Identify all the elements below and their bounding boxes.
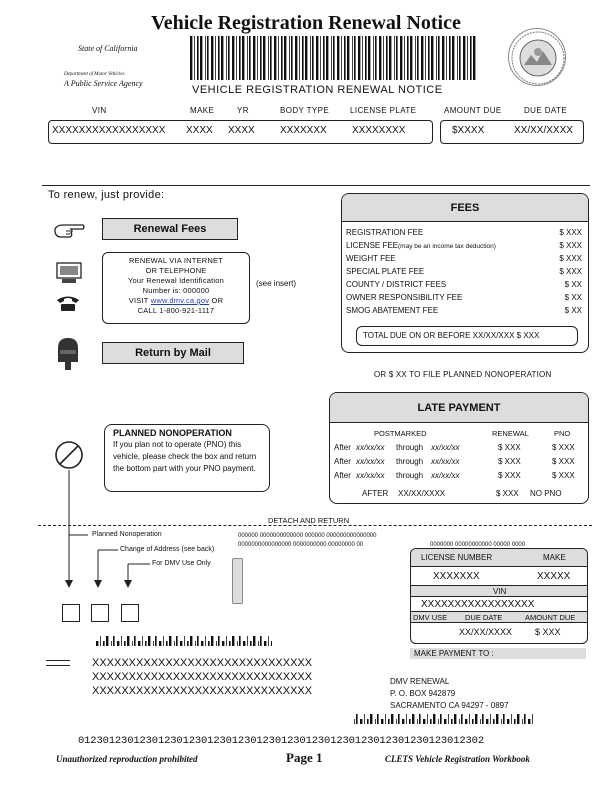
pno-header: PNO	[554, 429, 571, 438]
stub-vin-header: VIN	[493, 587, 507, 596]
code-right-1: 0000000 00000000000 00000 0000	[430, 542, 526, 548]
pno-text: If you plan not to operate (PNO) this vehicle, please check the box and return the bottom part with your PNO payment.	[113, 440, 257, 473]
late-renewal: $ XXX	[498, 471, 521, 480]
due-date-header: DUE DATE	[524, 106, 568, 115]
see-insert-note: (see insert)	[256, 279, 297, 288]
fee-amount: $ XX	[564, 306, 582, 315]
late-final-date: XX/XX/XXXX	[398, 489, 446, 498]
yr-header: YR	[237, 106, 249, 115]
late-final-pno: NO PNO	[530, 489, 562, 498]
state-name: State of California	[78, 44, 138, 53]
late-final-renewal: $ XXX	[496, 489, 519, 498]
footer-right: CLETS Vehicle Registration Workbook	[385, 754, 530, 764]
year-value: XXXX	[228, 125, 255, 136]
fee-label: SPECIAL PLATE FEE	[346, 267, 425, 276]
fee-amount: $ XXX	[559, 241, 582, 250]
stub-amount-header: AMOUNT DUE	[525, 613, 576, 622]
address-line-1: DMV RENEWAL	[390, 677, 450, 686]
vin-value: XXXXXXXXXXXXXXXXX	[52, 125, 166, 136]
late-through: through	[396, 471, 424, 480]
fee-label: REGISTRATION FEE	[346, 228, 424, 237]
change-address-label: Change of Address (see back)	[120, 546, 215, 553]
visit-label: VISIT	[128, 296, 149, 305]
stub-dmv-use-header: DMV USE	[413, 613, 448, 622]
internet-line-2: OR TELEPHONE	[145, 266, 207, 275]
late-after: After	[334, 471, 351, 480]
detach-label: DETACH AND RETURN	[265, 516, 352, 525]
late-pno: $ XXX	[552, 443, 575, 452]
code-line-1: 000000 0000000000000 000000 000000000000000	[238, 533, 377, 539]
stub-plate-header: LICENSE NUMBER	[421, 553, 493, 562]
name-line-3: XXXXXXXXXXXXXXXXXXXXXXXXXXXXXX	[92, 685, 313, 697]
dmv-use-label: For DMV Use Only	[152, 560, 211, 567]
license-plate-header: LICENSE PLATE	[350, 106, 417, 115]
code-line-2: 0000000000000000 0000000000 00000000 00	[238, 542, 364, 548]
detach-line[interactable]	[38, 525, 592, 526]
stub-due-date-header: DUE DATE	[465, 613, 503, 622]
late-through: through	[396, 457, 424, 466]
ocr-scanline: 012301230123012301230123012301230123012301230123012301230123012302	[78, 735, 484, 747]
change-address-checkbox[interactable]	[91, 604, 109, 622]
internet-line-3: Your Renewal Identification	[127, 276, 224, 285]
pno-checkbox[interactable]	[62, 604, 80, 622]
total-due: TOTAL DUE ON OR BEFORE XX/XX/XXX $ XXX	[356, 326, 578, 346]
fee-amount: $ XXX	[559, 228, 582, 237]
body-type-value: XXXXXXX	[280, 125, 327, 136]
stub-vin-value: XXXXXXXXXXXXXXXXX	[421, 599, 535, 610]
equals-mark-icon	[46, 660, 70, 666]
internet-line-1: RENEWAL VIA INTERNET	[129, 256, 223, 265]
fee-amount: $ XXX	[559, 267, 582, 276]
amount-due-header: AMOUNT DUE	[444, 106, 502, 115]
body-type-header: BODY TYPE	[280, 106, 330, 115]
fee-amount: $ XXX	[559, 254, 582, 263]
pno-title: PLANNED NONOPERATION	[113, 428, 232, 438]
late-pno: $ XXX	[552, 457, 575, 466]
stub-plate-value: XXXXXXX	[433, 571, 480, 582]
name-line-2: XXXXXXXXXXXXXXXXXXXXXXXXXXXXXX	[92, 671, 313, 683]
fee-label: WEIGHT FEE	[346, 254, 396, 263]
name-line-1: XXXXXXXXXXXXXXXXXXXXXXXXXXXXXX	[92, 657, 313, 669]
make-header: MAKE	[190, 106, 215, 115]
dmv-use-checkbox[interactable]	[121, 604, 139, 622]
due-date-value: XX/XX/XXXX	[514, 125, 573, 136]
fee-note: (may be an income tax deduction)	[398, 243, 496, 250]
pno-fee-note: OR $ XX TO FILE PLANNED NONOPERATION	[374, 370, 552, 379]
late-to: xx/xx/xx	[431, 457, 460, 466]
renew-heading: To renew, just provide:	[48, 189, 165, 201]
internet-line-4: Number is: 000000	[142, 286, 210, 295]
notice-subtitle: VEHICLE REGISTRATION RENEWAL NOTICE	[192, 84, 443, 96]
fee-label: SMOG ABATEMENT FEE	[346, 306, 439, 315]
license-plate-value: XXXXXXXX	[352, 125, 406, 136]
address-line-3: SACRAMENTO CA 94297 - 0897	[390, 701, 509, 710]
address-barcode	[354, 714, 534, 724]
renewal-fees-button[interactable]: Renewal Fees	[102, 218, 238, 240]
page-number: Page 1	[286, 750, 323, 765]
late-to: xx/xx/xx	[431, 443, 460, 452]
planned-nonop-label: Planned Nonoperation	[92, 531, 162, 538]
page-title: Vehicle Registration Renewal Notice	[151, 12, 461, 34]
fee-label: OWNER RESPONSIBILITY FEE	[346, 293, 463, 302]
mailing-address	[390, 676, 509, 712]
late-from: xx/xx/xx	[356, 457, 385, 466]
call-number: CALL 1-800-921-1117	[137, 306, 215, 315]
late-payment-title: LATE PAYMENT	[330, 393, 588, 423]
postmarked-header: POSTMARKED	[374, 429, 427, 438]
late-renewal: $ XXX	[498, 443, 521, 452]
dmv-website-link[interactable]: www.dmv.ca.gov	[150, 296, 210, 305]
late-after: After	[334, 443, 351, 452]
late-through: through	[396, 443, 424, 452]
agency-tagline: A Public Service Agency	[64, 79, 143, 88]
postal-barcode	[96, 636, 272, 646]
payment-to-label: MAKE PAYMENT TO :	[414, 649, 494, 658]
visit-or: OR	[211, 296, 224, 305]
stub-info-box	[410, 548, 588, 644]
late-renewal: $ XXX	[498, 457, 521, 466]
make-value: XXXX	[186, 125, 213, 136]
amount-due-value: $XXXX	[452, 125, 485, 136]
fee-amount: $ XX	[564, 280, 582, 289]
stub-due-date-value: XX/XX/XXXX	[459, 627, 513, 637]
return-by-mail-button[interactable]: Return by Mail	[102, 342, 244, 364]
stub-make-header: MAKE	[543, 553, 566, 562]
department-name: Department of Motor Vehicles	[64, 72, 125, 77]
late-pno: $ XXX	[552, 471, 575, 480]
late-after: After	[334, 457, 351, 466]
footer-left: Unauthorized reproduction prohibited	[56, 754, 198, 764]
fees-title: FEES	[342, 194, 588, 222]
address-line-2: P. O. BOX 942879	[390, 689, 456, 698]
fee-label: COUNTY / DISTRICT FEES	[346, 280, 447, 289]
renewal-header: RENEWAL	[492, 429, 529, 438]
dmv-use-field	[232, 558, 243, 604]
late-from: xx/xx/xx	[356, 471, 385, 480]
stub-amount-value: $ XXX	[535, 627, 561, 637]
fee-label: LICENSE FEE	[346, 241, 399, 250]
late-to: xx/xx/xx	[431, 471, 460, 480]
late-from: xx/xx/xx	[356, 443, 385, 452]
owner-name-block	[92, 656, 312, 698]
fee-amount: $ XX	[564, 293, 582, 302]
stub-make-value: XXXXX	[537, 571, 571, 582]
late-final-label: AFTER	[362, 489, 389, 498]
vin-header: VIN	[92, 106, 107, 115]
